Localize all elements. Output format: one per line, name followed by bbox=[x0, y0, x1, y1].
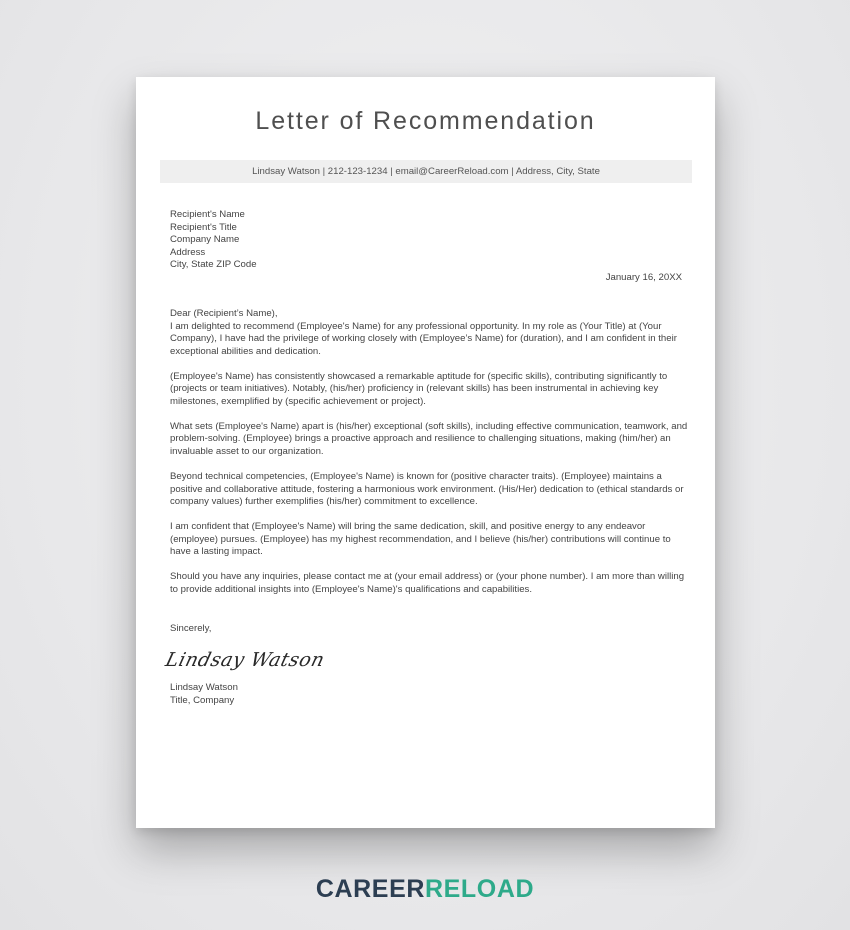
letter-page bbox=[136, 77, 715, 828]
recipient-city-state-zip: City, State ZIP Code bbox=[170, 259, 257, 271]
recipient-block bbox=[170, 209, 257, 272]
signer-block bbox=[170, 682, 238, 707]
closing: Sincerely, bbox=[170, 623, 212, 634]
logo-part-reload: RELOAD bbox=[425, 875, 535, 903]
greeting: Dear (Recipient’s Name), bbox=[170, 308, 278, 319]
body-paragraph: What sets (Employee's Name) apart is (his/her) exceptional (soft skills), including effective communication, teamwork, and problem-solving. (Employee) brings a proactive approach and resilience to challenging situations, making (him/her) an invaluable asset to our organization. bbox=[170, 420, 688, 457]
letter-date: January 16, 20XX bbox=[605, 272, 682, 283]
recipient-address: Address bbox=[170, 246, 206, 258]
contact-bar: Lindsay Watson | 212-123-1234 | email@CareerReload.com | Address, City, State bbox=[160, 160, 692, 183]
recipient-title: Recipient's Title bbox=[170, 221, 237, 233]
letter-title: Letter of Recommendation bbox=[255, 107, 596, 135]
signer-title: Title, Company bbox=[170, 694, 235, 706]
body-paragraph: Should you have any inquiries, please contact me at (your email address) or (your phone number). I am more than willing to provide additional insights into (Employee's Name)'s qualifications and capabilities. bbox=[170, 571, 685, 595]
recipient-company: Company Name bbox=[170, 234, 240, 246]
logo-part-career: CAREER bbox=[315, 875, 425, 903]
recipient-name: Recipient's Name bbox=[170, 209, 245, 220]
handwritten-signature: Lindsay Watson bbox=[163, 649, 327, 671]
careerreload-logo bbox=[0, 874, 850, 904]
signer-name: Lindsay Watson bbox=[170, 682, 238, 693]
body-paragraph: I am confident that (Employee's Name) will bring the same dedication, skill, and positive energy to any endeavor (employee) pursues. (Employee) has my highest recommendation, and I believe (his/her) contributions will continue to have a lasting impact. bbox=[170, 521, 671, 558]
letter-body bbox=[170, 308, 692, 609]
body-paragraph: (Employee's Name) has consistently showcased a remarkable aptitude for (specific skills), contributing significantly to (projects or team initiatives). Notably, (his/her) proficiency in (relevant skills) has been instrumental in achieving key milestones, exemplified by (specific achievement or project). bbox=[170, 370, 668, 407]
body-paragraph: Beyond technical competencies, (Employee's Name) is known for (positive character traits). (Employee) maintains a positive and collaborative attitude, fostering a harmonious work environment. (His/Her) dedication to (ethical standards or company values) further exemplifies (his/her) commitment to excellence. bbox=[170, 470, 684, 508]
body-paragraph: I am delighted to recommend (Employee's Name) for any professional opportunity. In my role as (Your Title) at (Your Company), I have had the privilege of working closely with (Employee’s Name) for (duration), and I am confident in their exceptional abilities and dedication. bbox=[170, 320, 677, 357]
